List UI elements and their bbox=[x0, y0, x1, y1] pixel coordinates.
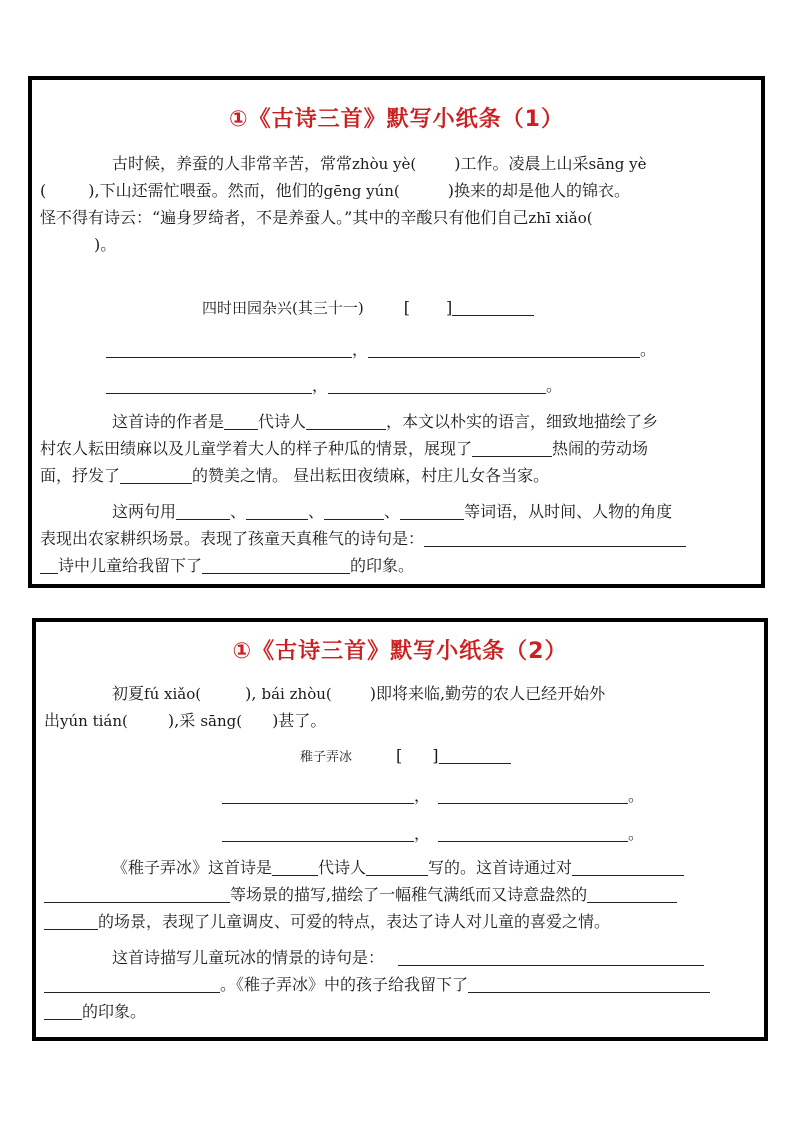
passage-line: 表现出农家耕织场景。表现了孩童天真稚气的诗句是： bbox=[40, 525, 753, 552]
answer-blank[interactable] bbox=[44, 1001, 82, 1020]
dictation-card-1 bbox=[28, 76, 765, 588]
poem-title: 稚子弄冰 bbox=[300, 750, 353, 765]
passage-line: 面，抒发了 的赞美之情。 昼出耘田夜绩麻，村庄儿女各当家。 bbox=[40, 466, 550, 485]
author-blank[interactable] bbox=[452, 297, 534, 316]
answer-blank[interactable] bbox=[468, 974, 710, 993]
pinyin-prompt: yún tián( bbox=[60, 712, 128, 730]
passage-line: 这首诗的作者是 代诗人 ，本文以朴实的语言，细致地描绘了乡 bbox=[112, 412, 659, 431]
poem-line-blank: ， 。 bbox=[222, 820, 756, 847]
author-blank[interactable] bbox=[439, 745, 511, 764]
answer-blank[interactable] bbox=[224, 411, 258, 430]
dictation-card-2 bbox=[32, 618, 768, 1041]
verse-blank[interactable] bbox=[368, 339, 640, 358]
poem-title: 四时田园杂兴(其三十一) bbox=[202, 299, 364, 317]
verse-blank[interactable] bbox=[438, 785, 628, 804]
answer-blank[interactable] bbox=[246, 501, 308, 520]
passage-line: 村农人耘田绩麻以及儿童学着大人的样子种瓜的情景，展现了 热闹的劳动场 bbox=[40, 439, 649, 458]
passage-line: 的印象。 bbox=[44, 998, 756, 1025]
verse-blank[interactable] bbox=[328, 375, 546, 394]
passage-line: 。《稚子弄冰》中的孩子给我留下了 bbox=[44, 971, 756, 998]
poem-line-blank: ， 。 bbox=[106, 336, 753, 363]
card-title: ①《古诗三首》默写小纸条（2） bbox=[232, 639, 568, 664]
pinyin-prompt: fú xiǎo( bbox=[144, 685, 202, 703]
verse-blank[interactable] bbox=[106, 339, 352, 358]
answer-blank[interactable] bbox=[120, 465, 192, 484]
passage-line: )。 bbox=[94, 235, 117, 254]
poem-heading: 稚子弄冰 [ ] bbox=[300, 742, 756, 771]
passage-line: 古时候，养蚕的人非常辛苦，常常zhòu yè( )工作。凌晨上山采sāng yè bbox=[112, 154, 647, 173]
answer-blank[interactable] bbox=[40, 555, 58, 574]
answer-blank[interactable] bbox=[306, 411, 386, 430]
passage-line: 的场景，表现了儿童调皮、可爱的特点，表达了诗人对儿童的喜爱之情。 bbox=[44, 908, 756, 935]
answer-blank[interactable] bbox=[398, 947, 704, 966]
verse-blank[interactable] bbox=[106, 375, 312, 394]
verse-blank[interactable] bbox=[222, 823, 414, 842]
answer-blank[interactable] bbox=[472, 438, 552, 457]
answer-blank[interactable] bbox=[44, 911, 98, 930]
pinyin-prompt: gēng yún( bbox=[323, 182, 400, 200]
passage-line: 出yún tián( ),采 sāng( )甚了。 bbox=[44, 711, 327, 730]
poem-heading: 四时田园杂兴(其三十一) [ ] bbox=[202, 294, 753, 322]
answer-blank[interactable] bbox=[202, 555, 350, 574]
answer-blank[interactable] bbox=[587, 884, 677, 903]
passage-line: 等场景的描写,描绘了一幅稚气满纸而又诗意盎然的 bbox=[44, 881, 756, 908]
passage-line: 怪不得有诗云：“遍身罗绮者，不是养蚕人。”其中的辛酸只有他们自己zhī xiǎo( bbox=[40, 208, 593, 227]
pinyin-prompt: sāng yè bbox=[588, 155, 647, 173]
pinyin-prompt: sāng( bbox=[200, 712, 243, 730]
answer-blank[interactable] bbox=[572, 857, 684, 876]
passage-line: 《稚子弄冰》这首诗是 代诗人 写的。这首诗通过对 bbox=[44, 854, 756, 881]
passage-line: 诗中儿童给我留下了 的印象。 bbox=[40, 552, 753, 579]
answer-blank[interactable] bbox=[324, 501, 384, 520]
verse-blank[interactable] bbox=[438, 823, 628, 842]
pinyin-prompt: zhòu yè( bbox=[352, 155, 417, 173]
poem-line-blank: ， 。 bbox=[106, 372, 753, 399]
answer-blank[interactable] bbox=[424, 528, 686, 547]
answer-blank[interactable] bbox=[176, 501, 230, 520]
answer-blank[interactable] bbox=[44, 974, 220, 993]
card-title: ①《古诗三首》默写小纸条（1） bbox=[229, 107, 564, 132]
passage-line: 这两句用 、 、 、 等词语，从时间、人物的角度 bbox=[112, 502, 673, 521]
pinyin-prompt: zhī xiǎo( bbox=[528, 209, 593, 227]
answer-blank[interactable] bbox=[366, 857, 428, 876]
verse-blank[interactable] bbox=[222, 785, 414, 804]
passage-line: 初夏fú xiǎo( ), bái zhòu( )即将来临,勤劳的农人已经开始外 bbox=[112, 684, 606, 703]
pinyin-prompt: bái zhòu( bbox=[261, 685, 332, 703]
passage-line: 这首诗描写儿童玩冰的情景的诗句是： bbox=[44, 944, 756, 971]
passage-line: ( ),下山还需忙喂蚕。然而，他们的gēng yún( )换来的却是他人的锦衣。 bbox=[40, 181, 631, 200]
answer-blank[interactable] bbox=[44, 884, 230, 903]
answer-blank[interactable] bbox=[272, 857, 318, 876]
poem-line-blank: ， 。 bbox=[222, 782, 756, 809]
answer-blank[interactable] bbox=[400, 501, 464, 520]
